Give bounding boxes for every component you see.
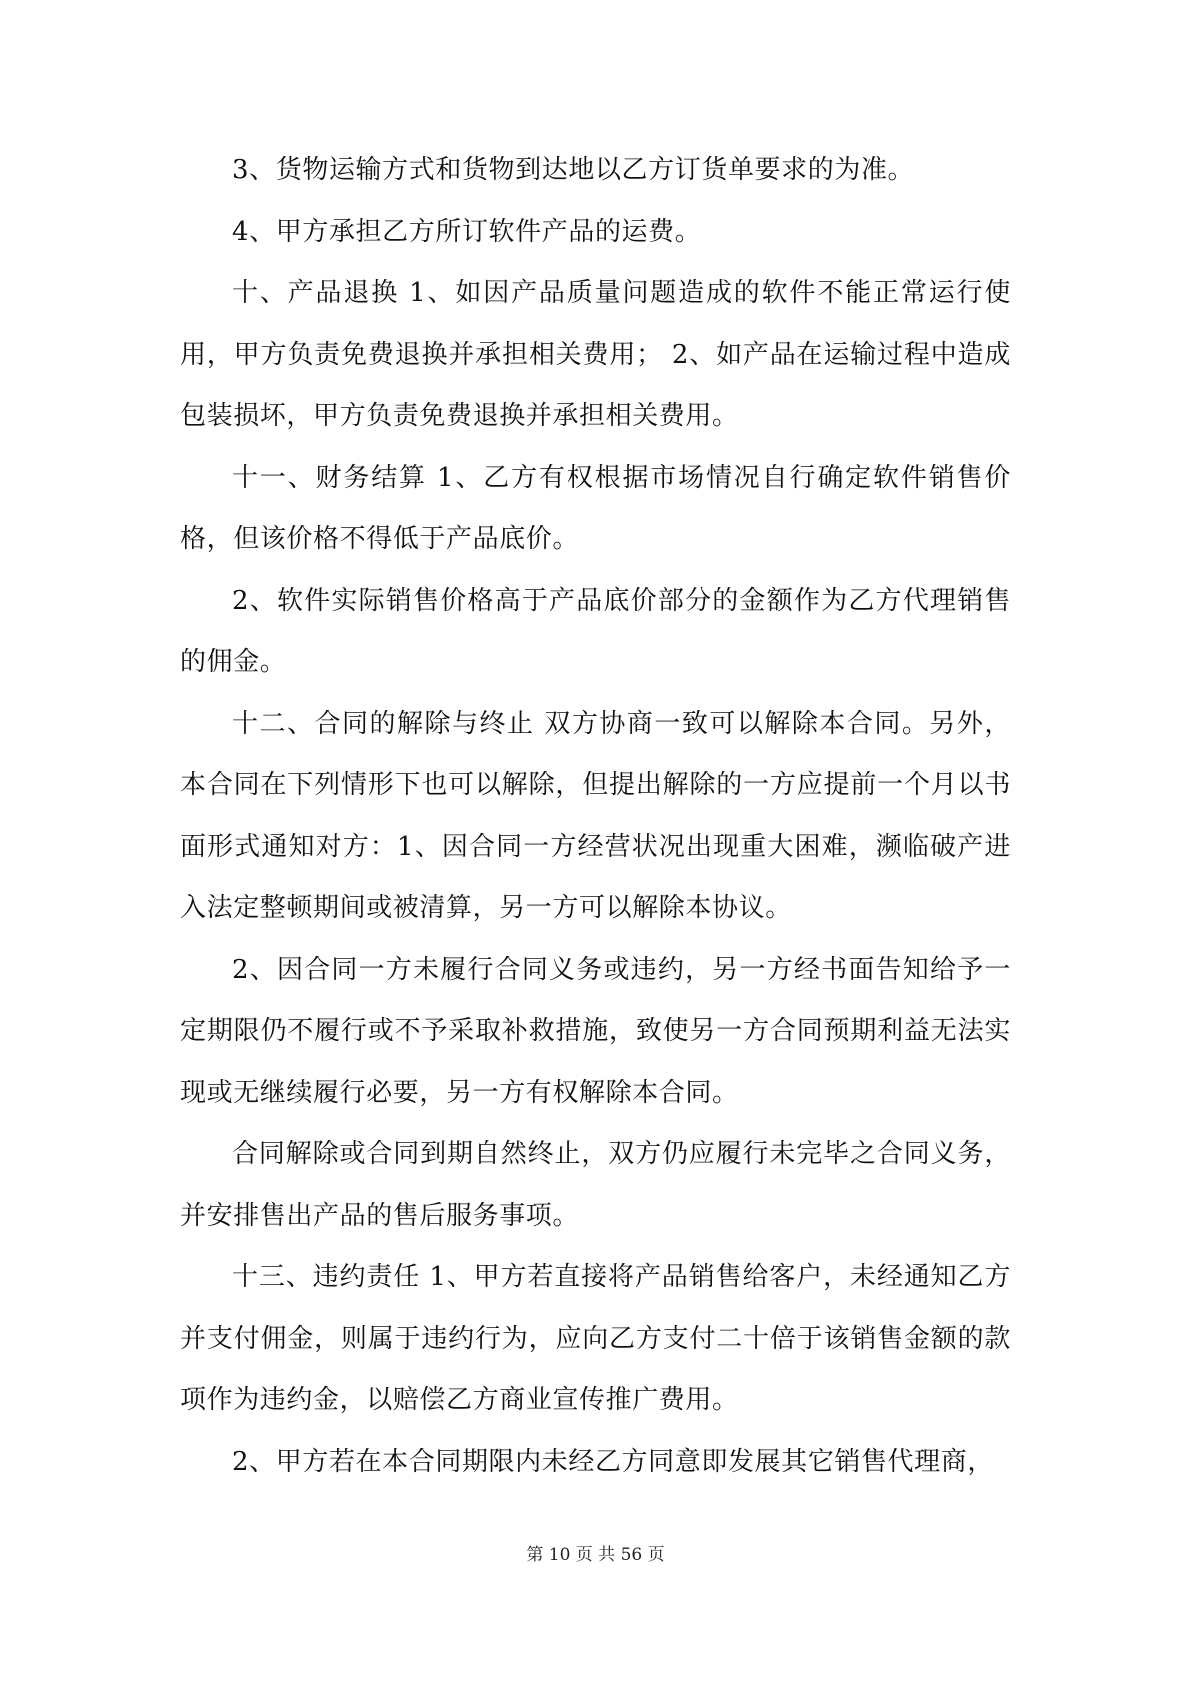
paragraph-product-return: 十、产品退换 1、如因产品质量问题造成的软件不能正常运行使用，甲方负责免费退换并承担相关费用； 2、如产品在运输过程中造成包装损坏，甲方负责免费退换并承担相关费用。 <box>180 278 1011 431</box>
paragraph-liability-2: 2、甲方若在本合同期限内未经乙方同意即发展其它销售代理商， <box>232 1446 994 1477</box>
paragraph-breach-termination: 2、因合同一方未履行合同义务或违约，另一方经书面告知给予一定期限仍不履行或不予采取补救措施，致使另一方合同预期利益无法实现或无继续履行必要，另一方有权解除本合同。 <box>180 954 1011 1108</box>
paragraph-liability: 十三、违约责任 1、甲方若直接将产品销售给客户，未经通知乙方并支付佣金，则属于违约行为，应向乙方支付二十倍于该销售金额的款项作为违约金，以赔偿乙方商业宣传推广费用。 <box>180 1262 1011 1415</box>
paragraph-commission: 2、软件实际销售价格高于产品底价部分的金额作为乙方代理销售的佣金。 <box>180 585 1011 677</box>
page-number-footer: 第 10 页 共 56 页 <box>526 1545 665 1565</box>
paragraph-termination: 十二、合同的解除与终止 双方协商一致可以解除本合同。另外，本合同在下列情形下也可以解除，但提出解除的一方应提前一个月以书面形式通知对方：1、因合同一方经营状况出现重大困难，濒临破产进入法定整顿期间或被清算，另一方可以解除本协议。 <box>180 708 1011 923</box>
paragraph-after-termination: 合同解除或合同到期自然终止，双方仍应履行未完毕之合同义务，并安排售出产品的售后服务事项。 <box>180 1139 1011 1231</box>
paragraph-transport-method: 3、货物运输方式和货物到达地以乙方订货单要求的为准。 <box>232 155 915 185</box>
paragraph-freight: 4、甲方承担乙方所订软件产品的运费。 <box>232 216 702 247</box>
paragraph-financial-settlement: 十一、财务结算 1、乙方有权根据市场情况自行确定软件销售价格，但该价格不得低于产品底价。 <box>180 462 1011 554</box>
document-body <box>180 140 1011 1493</box>
